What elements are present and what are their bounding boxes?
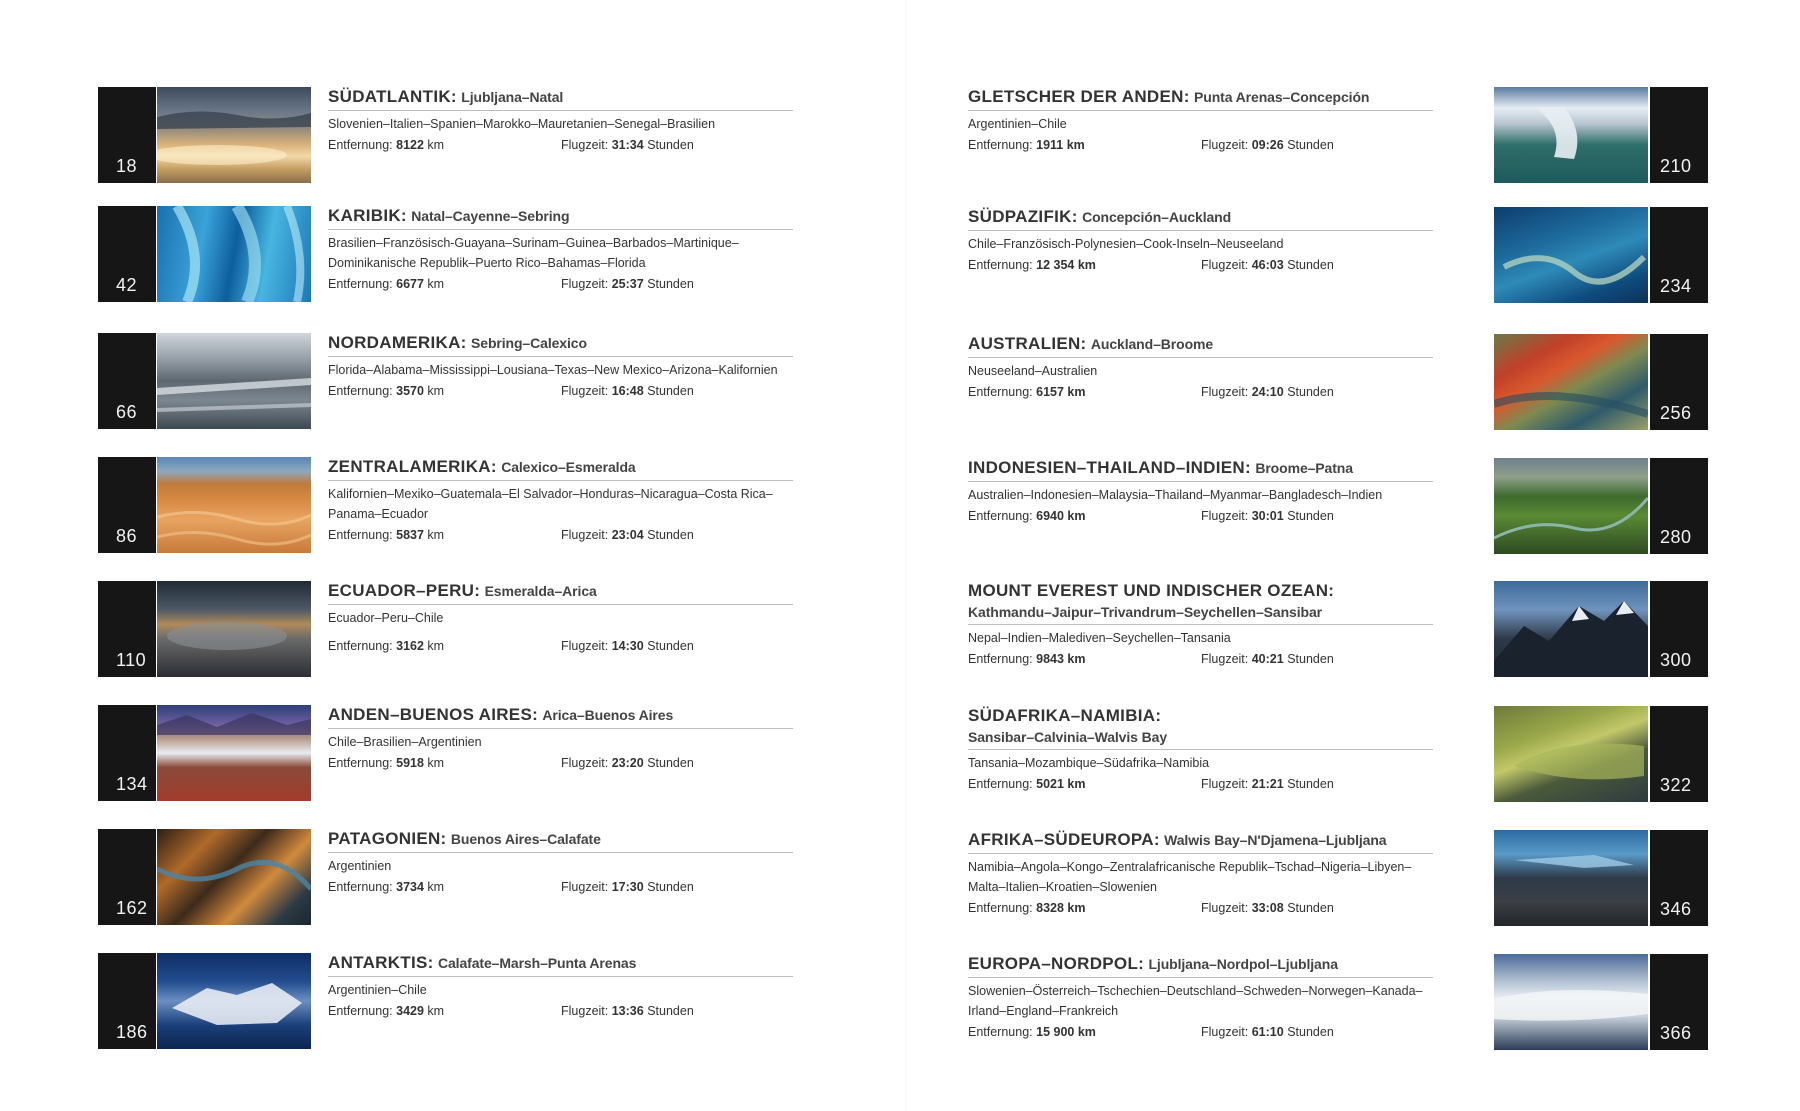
photo-thumbnail: [1494, 458, 1648, 554]
distance-value: 6677: [396, 277, 424, 291]
toc-entry[interactable]: [968, 706, 1708, 802]
toc-entry[interactable]: [968, 334, 1708, 430]
flight-time-value: 09:26: [1251, 138, 1284, 152]
region-title: SÜDPAZIFIK:: [968, 207, 1078, 226]
page-number: 366: [1660, 1023, 1692, 1043]
flight-time-value: 16:48: [611, 384, 644, 398]
countries: Chile–Französisch-Polynesien–Cook-Inseln–Neuseeland: [968, 237, 1284, 251]
countries: Ecuador–Peru–Chile: [328, 611, 444, 625]
page-number: 300: [1660, 650, 1692, 670]
distance-label: Entfernung:: [968, 138, 1033, 152]
flight-time-unit: Stunden: [1287, 509, 1334, 523]
page-fold: [905, 0, 907, 1111]
flight-time-unit: Stunden: [1287, 138, 1334, 152]
stats: [968, 1022, 1438, 1042]
flight-time-value: 31:34: [611, 138, 644, 152]
page-number: 134: [116, 774, 148, 794]
stats: [328, 877, 798, 897]
region-title: ZENTRALAMERIKA:: [328, 457, 497, 476]
flight-time-value: 46:03: [1251, 258, 1284, 272]
page-number: 42: [116, 275, 138, 295]
toc-entry[interactable]: [968, 87, 1708, 183]
photo-thumbnail: [157, 333, 311, 429]
route: Ljubljana–Natal: [461, 89, 564, 105]
distance-label: Entfernung:: [328, 756, 393, 770]
flight-time-unit: Stunden: [647, 138, 694, 152]
photo-thumbnail: [1494, 954, 1648, 1050]
flight-time-unit: Stunden: [647, 1004, 694, 1018]
page-number: 86: [116, 526, 138, 546]
flight-time-unit: Stunden: [647, 880, 694, 894]
route: Auckland–Broome: [1090, 336, 1214, 352]
distance-unit: km: [427, 277, 445, 291]
region-title: PATAGONIEN:: [328, 829, 447, 848]
distance-label: Entfernung:: [328, 528, 393, 542]
flight-time-label: Flugzeit:: [561, 528, 609, 542]
distance-unit: km: [427, 528, 445, 542]
distance-value: 6157 km: [1036, 385, 1086, 399]
distance-value: 5837: [396, 528, 424, 542]
countries: Slowenien–Österreich–Tschechien–Deutschland–Schweden–Norwegen–Kanada–Irland–England–Frankreich: [968, 984, 1423, 1018]
flight-time-unit: Stunden: [1287, 901, 1334, 915]
toc-entry[interactable]: [98, 581, 798, 677]
page-number-box: [98, 87, 156, 183]
countries: Kalifornien–Mexiko–Guatemala–El Salvador–Honduras–Nicaragua–Costa Rica–Panama–Ecuador: [328, 487, 773, 521]
distance-unit: km: [427, 138, 445, 152]
photo-thumbnail: [157, 829, 311, 925]
countries: Nepal–Indien–Malediven–Seychellen–Tansania: [968, 631, 1231, 645]
photo-thumbnail: [1494, 334, 1648, 430]
flight-time-unit: Stunden: [647, 639, 694, 653]
flight-time-label: Flugzeit:: [561, 1004, 609, 1018]
photo-thumbnail: [1494, 830, 1648, 926]
flight-time-label: Flugzeit:: [1201, 138, 1249, 152]
distance-label: Entfernung:: [328, 277, 393, 291]
route: Natal–Cayenne–Sebring: [411, 208, 570, 224]
region-title: AUSTRALIEN:: [968, 334, 1087, 353]
photo-thumbnail: [1494, 207, 1648, 303]
toc-entry[interactable]: [98, 829, 798, 925]
flight-time-value: 33:08: [1251, 901, 1284, 915]
distance-label: Entfernung:: [968, 385, 1033, 399]
countries: Neuseeland–Australien: [968, 364, 1098, 378]
flight-time-label: Flugzeit:: [1201, 1025, 1249, 1039]
route: Concepción–Auckland: [1082, 209, 1232, 225]
route: Buenos Aires–Calafate: [450, 831, 601, 847]
countries: Slovenien–Italien–Spanien–Marokko–Mauretanien–Senegal–Brasilien: [328, 117, 716, 131]
flight-time-value: 40:21: [1251, 652, 1284, 666]
stats: [968, 135, 1438, 155]
region-title: GLETSCHER DER ANDEN:: [968, 87, 1190, 106]
flight-time-label: Flugzeit:: [1201, 385, 1249, 399]
photo-thumbnail: [157, 206, 311, 302]
countries: Australien–Indonesien–Malaysia–Thailand–Myanmar–Bangladesch–Indien: [968, 488, 1383, 502]
photo-thumbnail: [157, 457, 311, 553]
page-number: 162: [116, 898, 148, 918]
distance-label: Entfernung:: [968, 901, 1033, 915]
distance-label: Entfernung:: [968, 258, 1033, 272]
photo-thumbnail: [157, 953, 311, 1049]
toc-entry[interactable]: [968, 207, 1708, 303]
flight-time-value: 61:10: [1251, 1025, 1284, 1039]
stats: [328, 753, 798, 773]
flight-time-label: Flugzeit:: [561, 138, 609, 152]
route: Ljubljana–Nordpol–Ljubljana: [1148, 956, 1338, 972]
stats: [328, 525, 798, 545]
page-number: 186: [116, 1022, 148, 1042]
distance-value: 3734: [396, 880, 424, 894]
flight-time-value: 25:37: [611, 277, 644, 291]
page-number-box: [98, 333, 156, 429]
toc-entry[interactable]: [98, 206, 798, 302]
flight-time-unit: Stunden: [647, 756, 694, 770]
route: Walwis Bay–N'Djamena–Ljubljana: [1164, 832, 1387, 848]
flight-time-label: Flugzeit:: [561, 880, 609, 894]
toc-entry[interactable]: [98, 457, 798, 553]
distance-value: 9843 km: [1036, 652, 1086, 666]
toc-entry[interactable]: [968, 954, 1708, 1050]
region-title: MOUNT EVEREST UND INDISCHER OZEAN:: [968, 581, 1335, 600]
distance-value: 3429: [396, 1004, 424, 1018]
stats: [968, 506, 1438, 526]
stats: [968, 649, 1438, 669]
page-number-box: [98, 206, 156, 302]
toc-entry[interactable]: [968, 458, 1708, 554]
stats: [328, 1001, 798, 1021]
countries: Namibia–Angola–Kongo–Zentralafricanische Republik–Tschad–Nigeria–Libyen–Malta–Italien–Kroatien–Slowenien: [968, 860, 1412, 894]
stats: [328, 381, 798, 401]
flight-time-unit: Stunden: [1287, 777, 1334, 791]
page-number-box: [1650, 706, 1708, 802]
toc-entry[interactable]: [98, 953, 798, 1049]
page-number: 256: [1660, 403, 1692, 423]
region-title: EUROPA–NORDPOL:: [968, 954, 1145, 973]
flight-time-value: 30:01: [1251, 509, 1284, 523]
flight-time-unit: Stunden: [1287, 385, 1334, 399]
distance-value: 3570: [396, 384, 424, 398]
flight-time-value: 23:04: [611, 528, 644, 542]
countries: Argentinien–Chile: [968, 117, 1067, 131]
distance-label: Entfernung:: [328, 138, 393, 152]
flight-time-unit: Stunden: [647, 277, 694, 291]
countries: Florida–Alabama–Mississippi–Lousiana–Texas–New Mexico–Arizona–Kalifornien: [328, 363, 778, 377]
page-number: 280: [1660, 527, 1692, 547]
distance-label: Entfernung:: [328, 384, 393, 398]
distance-value: 1911 km: [1036, 138, 1085, 152]
page-number: 66: [116, 402, 138, 422]
page-number: 234: [1660, 276, 1692, 296]
flight-time-label: Flugzeit:: [1201, 901, 1249, 915]
distance-unit: km: [427, 756, 445, 770]
distance-label: Entfernung:: [968, 652, 1033, 666]
countries: Tansania–Mozambique–Südafrika–Namibia: [968, 756, 1210, 770]
toc-entry[interactable]: [98, 333, 798, 429]
countries: Chile–Brasilien–Argentinien: [328, 735, 482, 749]
region-title: NORDAMERIKA:: [328, 333, 467, 352]
flight-time-unit: Stunden: [1287, 652, 1334, 666]
region-title: INDONESIEN–THAILAND–INDIEN:: [968, 458, 1251, 477]
photo-thumbnail: [157, 705, 311, 801]
photo-thumbnail: [1494, 87, 1648, 183]
route: Broome–Patna: [1255, 460, 1353, 476]
stats: [968, 382, 1438, 402]
toc-entry[interactable]: [98, 87, 798, 183]
page-number-box: [98, 829, 156, 925]
flight-time-value: 17:30: [611, 880, 644, 894]
distance-unit: km: [427, 384, 445, 398]
region-title: AFRIKA–SÜDEUROPA:: [968, 830, 1160, 849]
distance-label: Entfernung:: [968, 1025, 1033, 1039]
route: Arica–Buenos Aires: [542, 707, 674, 723]
flight-time-unit: Stunden: [647, 384, 694, 398]
page-number-box: [98, 581, 156, 677]
photo-thumbnail: [1494, 581, 1648, 677]
toc-entry[interactable]: [98, 705, 798, 801]
route: Punta Arenas–Concepción: [1194, 89, 1370, 105]
photo-thumbnail: [157, 581, 311, 677]
page-number: 210: [1660, 156, 1692, 176]
distance-value: 3162: [396, 639, 424, 653]
flight-time-unit: Stunden: [1287, 258, 1334, 272]
page-number-box: [98, 953, 156, 1049]
region-title: ANTARKTIS:: [328, 953, 434, 972]
flight-time-label: Flugzeit:: [561, 277, 609, 291]
flight-time-value: 13:36: [611, 1004, 644, 1018]
page-number-box: [1650, 830, 1708, 926]
flight-time-label: Flugzeit:: [561, 384, 609, 398]
distance-value: 8328 km: [1036, 901, 1086, 915]
route: Sebring–Calexico: [471, 335, 587, 351]
distance-value: 12 354 km: [1036, 258, 1096, 272]
countries: Argentinien–Chile: [328, 983, 427, 997]
region-title: ANDEN–BUENOS AIRES:: [328, 705, 539, 724]
stats: [328, 636, 798, 656]
distance-label: Entfernung:: [968, 777, 1033, 791]
route: Calafate–Marsh–Punta Arenas: [437, 955, 637, 971]
page-number: 18: [116, 156, 138, 176]
route: Sansibar–Calvinia–Walvis Bay: [968, 729, 1168, 745]
flight-time-value: 14:30: [611, 639, 644, 653]
stats: [328, 135, 798, 155]
toc-entry[interactable]: [968, 830, 1708, 926]
distance-value: 15 900 km: [1036, 1025, 1096, 1039]
distance-unit: km: [427, 880, 445, 894]
flight-time-label: Flugzeit:: [561, 756, 609, 770]
page-number-box: [98, 705, 156, 801]
distance-label: Entfernung:: [968, 509, 1033, 523]
region-title: SÜDATLANTIK:: [328, 87, 457, 106]
countries: Argentinien: [328, 859, 392, 873]
countries: Brasilien–Französisch-Guayana–Surinam–Guinea–Barbados–Martinique–Dominikanische Republik–Puerto Rico–Bahamas–Florida: [328, 236, 739, 270]
page-number-box: [1650, 954, 1708, 1050]
distance-label: Entfernung:: [328, 1004, 393, 1018]
route: Calexico–Esmeralda: [501, 459, 636, 475]
stats: [968, 774, 1438, 794]
toc-entry[interactable]: [968, 581, 1708, 677]
flight-time-value: 24:10: [1251, 385, 1284, 399]
page-number-box: [1650, 334, 1708, 430]
distance-value: 5918: [396, 756, 424, 770]
page-number: 110: [116, 650, 147, 670]
flight-time-unit: Stunden: [647, 528, 694, 542]
region-title: SÜDAFRIKA–NAMIBIA:: [968, 706, 1162, 725]
distance-unit: km: [427, 639, 445, 653]
page-number-box: [1650, 581, 1708, 677]
stats: [328, 274, 798, 294]
page-number-box: [1650, 87, 1708, 183]
stats: [968, 255, 1438, 275]
flight-time-label: Flugzeit:: [1201, 258, 1249, 272]
distance-value: 8122: [396, 138, 424, 152]
distance-unit: km: [427, 1004, 445, 1018]
distance-label: Entfernung:: [328, 880, 393, 894]
page-number-box: [1650, 207, 1708, 303]
flight-time-label: Flugzeit:: [1201, 509, 1249, 523]
distance-label: Entfernung:: [328, 639, 393, 653]
flight-time-value: 21:21: [1251, 777, 1284, 791]
flight-time-unit: Stunden: [1287, 1025, 1334, 1039]
flight-time-label: Flugzeit:: [561, 639, 609, 653]
flight-time-label: Flugzeit:: [1201, 777, 1249, 791]
photo-thumbnail: [1494, 706, 1648, 802]
route: Kathmandu–Jaipur–Trivandrum–Seychellen–Sansibar: [968, 604, 1322, 620]
stats: [968, 898, 1438, 918]
region-title: KARIBIK:: [328, 206, 407, 225]
region-title: ECUADOR–PERU:: [328, 581, 481, 600]
flight-time-value: 23:20: [611, 756, 644, 770]
photo-thumbnail: [157, 87, 311, 183]
page-number-box: [1650, 458, 1708, 554]
page-number: 322: [1660, 775, 1692, 795]
distance-value: 5021 km: [1036, 777, 1086, 791]
page-number: 346: [1660, 899, 1692, 919]
distance-value: 6940 km: [1036, 509, 1086, 523]
page-number-box: [98, 457, 156, 553]
flight-time-label: Flugzeit:: [1201, 652, 1249, 666]
route: Esmeralda–Arica: [484, 583, 597, 599]
